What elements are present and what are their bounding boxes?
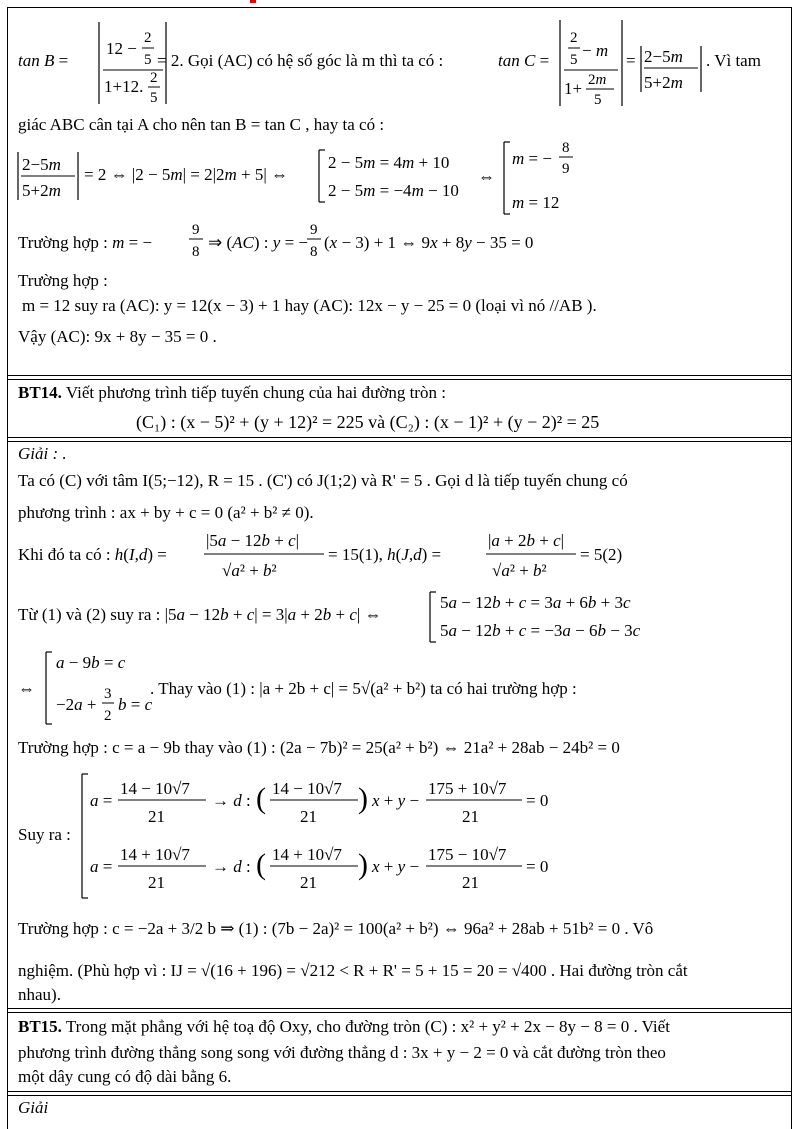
svg-text:(x − 3) + 1 ⇔ 9x + 8y − 35 = 0: (x − 3) + 1 ⇔ 9x + 8y − 35 = 0 (324, 233, 534, 252)
abs-equation (16, 138, 616, 220)
svg-text:21: 21 (148, 873, 165, 892)
bt14-label: BT14. (18, 383, 62, 402)
top-red-mark (250, 0, 256, 3)
svg-text:m = 12: m = 12 (512, 193, 560, 212)
svg-text:a =: a = (90, 791, 113, 810)
svg-text:2: 2 (104, 708, 112, 724)
bt15-giai: Giải (18, 1098, 49, 1117)
case-c-2a: Trường hợp : c = −2a + 3/2 b ⇒ (1) : (7b − 2a)² = 100(a² + b²) ⇔ 96a² + 28ab + 51b² = 0 . Vô (18, 919, 654, 938)
svg-text:Từ (1) và (2) suy ra : |5a − 1: Từ (1) và (2) suy ra : |5a − 12b + c| = 3|a + 2b + c| ⇔ (18, 605, 382, 624)
svg-text:a − 9b = c: a − 9b = c (56, 653, 126, 672)
svg-text:2: 2 (570, 30, 578, 46)
svg-text:b = c: b = c (118, 695, 153, 714)
svg-text:−2a +: −2a + (56, 695, 97, 714)
svg-text:): ) (358, 848, 368, 881)
divider-bt14 (7, 375, 792, 380)
svg-text:2: 2 (150, 70, 158, 86)
svg-text:m = −: m = − (512, 149, 552, 168)
bt15-line1 (18, 1016, 670, 1038)
giai-label: Giải : . (18, 444, 67, 463)
svg-text:2 − 5m = −4m − 10: 2 − 5m = −4m − 10 (328, 181, 459, 200)
bt15-line3: một dây cung có độ dài bằng 6. (18, 1067, 232, 1086)
bt14-text: Viết phương trình tiếp tuyến chung của hai đường tròn : (65, 383, 446, 402)
svg-text:8: 8 (192, 244, 200, 260)
svg-text:14 + 10√7: 14 + 10√7 (272, 845, 342, 864)
svg-text:Khi đó ta có : h(I,d) =: Khi đó ta có : h(I,d) = (18, 545, 167, 564)
svg-text:(: ( (256, 848, 266, 881)
substitute-line: . Thay vào (1) : |a + 2b + c| = 5√(a² + b²) ta có hai trường hợp : (150, 679, 577, 698)
bt15-text1: Trong mặt phẳng với hệ toạ độ Oxy, cho đường tròn (C) : x² + y² + 2x − 8y − 8 = 0 . Viết (65, 1017, 670, 1036)
line-triangle: giác ABC cân tại A cho nên tan B = tan C , hay ta có : (18, 115, 385, 134)
divider-bt15 (7, 1008, 792, 1013)
sol14-line2: phương trình : ax + by + c = 0 (a² + b² ≠ 0). (18, 503, 314, 522)
svg-text:x + y −: x + y − (372, 857, 420, 876)
svg-text:tan B =: tan B = (18, 51, 69, 70)
svg-text:=: = (626, 51, 636, 70)
svg-text:14 − 10√7: 14 − 10√7 (272, 779, 342, 798)
svg-text:12 −: 12 − (106, 39, 137, 58)
svg-text:Suy ra :: Suy ra : (18, 825, 71, 844)
svg-text:2 − 5m = 4m + 10: 2 − 5m = 4m + 10 (328, 153, 450, 172)
case1-line (16, 218, 616, 266)
svg-text:21: 21 (148, 807, 165, 826)
svg-text:14 + 10√7: 14 + 10√7 (120, 845, 190, 864)
svg-text:): ) (358, 782, 368, 815)
svg-text:2−5m: 2−5m (644, 47, 683, 66)
svg-text:1+: 1+ (564, 79, 583, 98)
svg-text:9: 9 (562, 161, 570, 177)
svg-text:⇔: ⇔ (18, 679, 35, 698)
bt15-label: BT15. (18, 1017, 62, 1036)
svg-text:= 2 ⇔ |2 − 5m| = 2|2m + 5| ⇔: = 2 ⇔ |2 − 5m| = 2|2m + 5| ⇔ (84, 165, 289, 184)
svg-text:= 0: = 0 (526, 857, 549, 876)
nhau-line: nhau). (18, 985, 61, 1004)
case2-label: Trường hợp : (18, 271, 108, 290)
svg-text:5: 5 (594, 92, 602, 108)
tanC-tail: . Vì tam (706, 51, 761, 70)
no-solution-line: nghiệm. (Phù hợp vì : IJ = √(16 + 196) = √212 < R + R' = 5 + 15 = 20 = √400 . Hai đường tròn cắt (18, 961, 688, 980)
distance-equations (16, 524, 656, 586)
conclusion-line: Vậy (AC): 9x + 8y − 35 = 0 . (18, 327, 217, 346)
svg-text:2−5m: 2−5m (22, 155, 61, 174)
bt15-line2: phương trình đường thẳng song song với đường thẳng d : 3x + y − 2 = 0 và cắt đường tròn theo (18, 1043, 666, 1062)
tangent-line-2 (90, 845, 548, 892)
tanC-formula (496, 12, 706, 110)
svg-text:14 − 10√7: 14 − 10√7 (120, 779, 190, 798)
svg-text:Trường hợp : m = −: Trường hợp : m = − (18, 233, 153, 252)
svg-text:3: 3 (104, 686, 112, 702)
divider-solution14 (7, 437, 792, 442)
svg-text:9: 9 (310, 222, 318, 238)
svg-text:5+2m: 5+2m (22, 181, 61, 200)
svg-text:5a − 12b + c = −3a − 6b − 3c: 5a − 12b + c = −3a − 6b − 3c (440, 621, 641, 640)
system-step (16, 588, 696, 646)
svg-text:|5a − 12b + c|: |5a − 12b + c| (206, 531, 300, 550)
divider-giai15 (7, 1091, 792, 1096)
svg-text:⇒ (AC) : y = −: ⇒ (AC) : y = − (208, 233, 309, 252)
svg-text:21: 21 (300, 873, 317, 892)
svg-text:x + y −: x + y − (372, 791, 420, 810)
svg-text:tan C =: tan C = (498, 51, 550, 70)
tangent-line-1 (90, 779, 548, 826)
svg-text:= 5(2): = 5(2) (580, 545, 623, 564)
sol14-line1: Ta có (C) với tâm I(5;−12), R = 15 . (C') có J(1;2) và R' = 5 . Gọi d là tiếp tuyến chung có (18, 471, 628, 490)
svg-text:− m: − m (582, 41, 609, 60)
svg-text:(: ( (256, 782, 266, 815)
svg-text:= 15(1), h(J,d) =: = 15(1), h(J,d) = (328, 545, 442, 564)
bt14-header (18, 382, 446, 404)
svg-text:|a + 2b + c|: |a + 2b + c| (488, 531, 565, 550)
svg-text:8: 8 (562, 140, 570, 156)
svg-text:21: 21 (462, 873, 479, 892)
svg-text:5: 5 (144, 52, 152, 68)
svg-text:2m: 2m (588, 72, 607, 88)
svg-text:9: 9 (192, 222, 200, 238)
svg-text:175 + 10√7: 175 + 10√7 (428, 779, 507, 798)
svg-text:→ d :: → d : (212, 857, 251, 876)
svg-text:√a² + b²: √a² + b² (222, 561, 277, 580)
svg-text:5a − 12b + c = 3a + 6b + 3c: 5a − 12b + c = 3a + 6b + 3c (440, 593, 631, 612)
svg-text:→ d :: → d : (212, 791, 251, 810)
svg-text:= 0: = 0 (526, 791, 549, 810)
svg-text:2: 2 (144, 30, 152, 46)
bt14-circles: (C₁) : (x − 5)² + (y + 12)² = 225 và (C₂) : (x − 1)² + (y − 2)² = 25 (136, 412, 600, 432)
svg-text:8: 8 (310, 244, 318, 260)
svg-text:√a² + b²: √a² + b² (492, 561, 547, 580)
case2-line: m = 12 suy ra (AC): y = 12(x − 3) + 1 hay (AC): 12x − y − 25 = 0 (loại vì nó //AB ). (22, 296, 597, 315)
svg-text:175 − 10√7: 175 − 10√7 (428, 845, 507, 864)
svg-text:5: 5 (570, 52, 578, 68)
svg-text:1+12.: 1+12. (104, 77, 144, 96)
svg-text:a =: a = (90, 857, 113, 876)
svg-text:5+2m: 5+2m (644, 73, 683, 92)
svg-text:⇔: ⇔ (478, 167, 495, 186)
svg-text:21: 21 (300, 807, 317, 826)
svg-text:5: 5 (150, 90, 158, 106)
tanB-tail: = 2. Gọi (AC) có hệ số góc là m thì ta có : (157, 51, 444, 70)
svg-text:21: 21 (462, 807, 479, 826)
case-c-a-9b: Trường hợp : c = a − 9b thay vào (1) : (2a − 7b)² = 25(a² + b²) ⇔ 21a² + 28ab − 24b² = 0 (18, 738, 620, 757)
tangent-lines (16, 768, 636, 904)
